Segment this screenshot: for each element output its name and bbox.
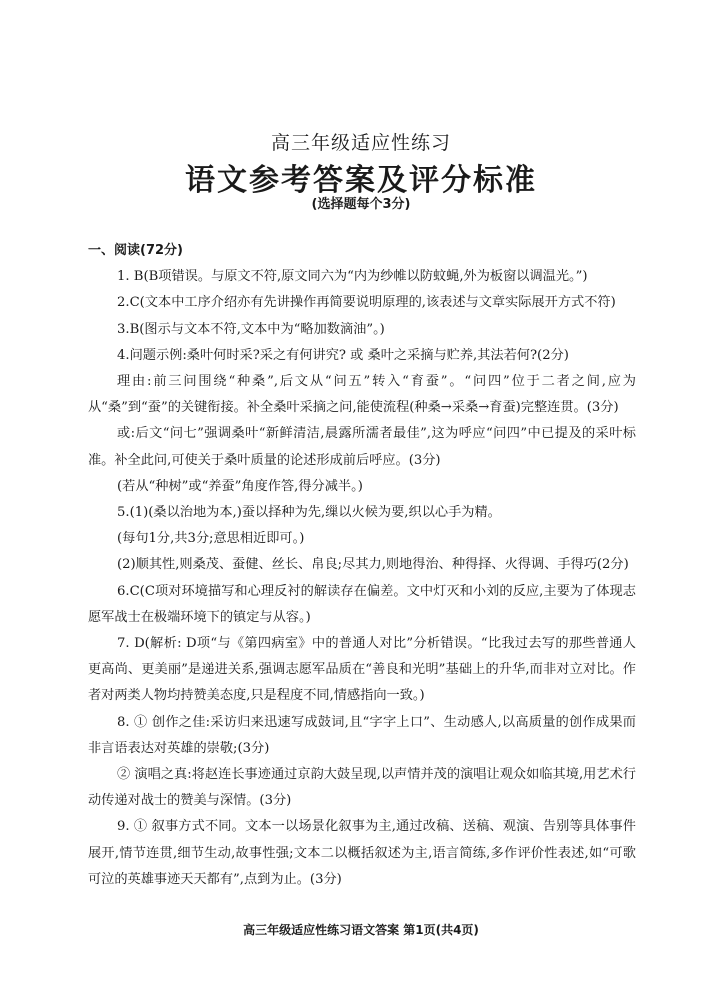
section-heading: 一、阅读(72分): [88, 243, 183, 258]
answer-2: 2.C(文本中工序介绍亦有先讲操作再简要说明原理的,该表述与文章实际展开方式不符): [117, 295, 616, 311]
scoring-note: (选择题每个3分): [311, 197, 411, 212]
answer-6: 6.C(C项对环境描写和心理反衬的解读存在偏差。文中灯灭和小刘的反应,主要为了体现志愿军战士在极端环境下的镇定与从容。): [88, 583, 636, 625]
answer-4-alt-reason: 或:后文“问七”强调桑叶“新鲜清洁,晨露所濡者最佳”,这为呼应“问四”中已提及的采叶标准。补全此问,可使关于桑叶质量的论述形成前后呼应。(3分): [88, 426, 636, 468]
page-footer: 高三年级适应性练习语文答案 第1页(共4页): [243, 923, 479, 937]
answer-8-point1: 8. ① 创作之佳:采访归来迅速写成鼓词,且“字字上口”、生动感人,以高质量的创作成果而非言语表达对英雄的崇敬;(3分): [88, 714, 636, 756]
answer-5-part1: 5.(1)(桑以治地为本,)蚕以择种为先,缫以火候为要,织以心手为精。: [117, 505, 501, 521]
answer-9-point1: 9. ① 叙事方式不同。文本一以场景化叙事为主,通过改稿、送稿、观演、告别等具体事件展开,情节连贯,细节生动,故事性强;文本二以概括叙述为主,语言简练,多作评价性表述,如“可歌可泣的英雄事迹天天都有”,点到为止。(3分): [88, 819, 636, 887]
answer-body: [88, 238, 636, 893]
answer-5-note: (每句1分,共3分;意思相近即可。): [117, 531, 305, 547]
answer-8-point2: ② 演唱之真:将赵连长事迹通过京韵大鼓呈现,以声情并茂的演唱让观众如临其境,用艺术行动传递对战士的赞美与深情。(3分): [88, 767, 636, 809]
answer-4-reason: 理由:前三问围绕“种桑”,后文从“问五”转入“育蚕”。“问四”位于二者之间,应为从“桑”到“蚕”的关键衔接。补全桑叶采摘之问,能使流程(种桑→采桑→育蚕)完整连贯。(3分): [88, 374, 636, 416]
answer-5-part2: (2)顺其性,则桑茂、蚕健、丝长、帛良;尽其力,则地得治、种得择、火得调、手得巧(2分): [117, 557, 629, 573]
answer-7: 7. D(解析: D项“与《第四病室》中的普通人对比”分析错误。“比我过去写的那些普通人更高尚、更美丽”是递进关系,强调志愿军品质在“善良和光明”基础上的升华,而非对立对比。作者对两类人物均持赞美态度,只是程度不同,情感指向一致。): [88, 636, 636, 704]
answer-1: 1. B(B项错误。与原文不符,原文同六为“内为纱帷以防蚊蝇,外为板窗以调温光。”): [117, 269, 588, 285]
answer-4: 4.问题示例:桑叶何时采?采之有何讲究? 或 桑叶之采摘与贮养,其法若何?(2分): [117, 347, 569, 363]
answer-4-note: (若从“种树”或“养蚕”角度作答,得分减半。): [117, 478, 363, 494]
answer-3: 3.B(图示与文本不符,文本中为“略加数滴油”。): [117, 321, 385, 337]
exam-subtitle: 高三年级适应性练习: [270, 132, 451, 154]
document-title: 语文参考答案及评分标准: [185, 163, 537, 198]
